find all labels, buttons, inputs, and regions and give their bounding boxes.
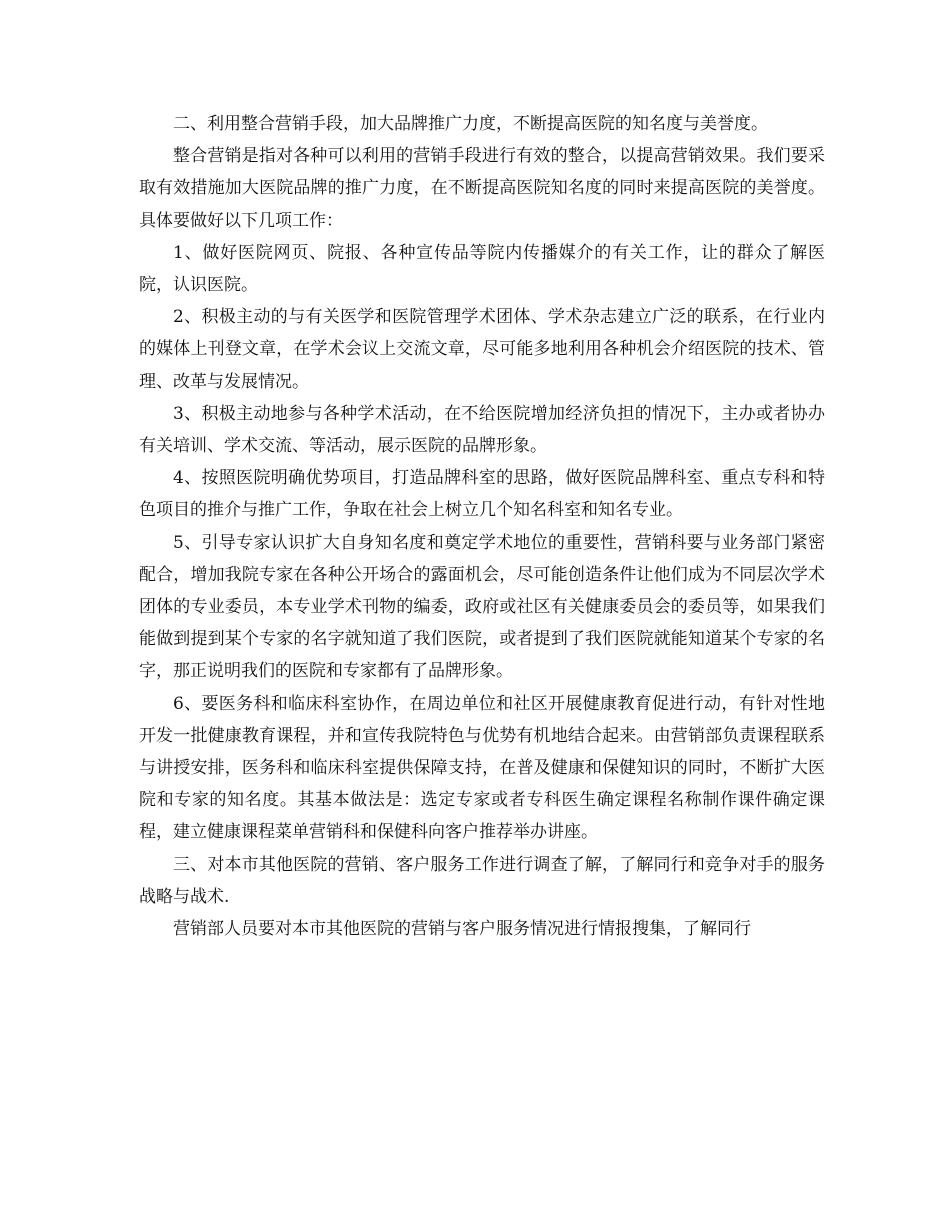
list-item-1-website-media: 1、做好医院网页、院报、各种宣传品等院内传播媒介的有关工作，让的群众了解医院，认识医院。 (139, 242, 825, 296)
list-item-4-brand-departments: 4、按照医院明确优势项目，打造品牌科室的思路，做好医院品牌科室、重点专科和特色项目的推介与推广工作，争取在社会上树立几个知名科室和知名专业。 (139, 468, 825, 521)
document-body (139, 108, 825, 945)
paragraph-intelligence-gathering: 营销部人员要对本市其他医院的营销与客户服务情况进行情报搜集，了解同行 (173, 919, 751, 940)
list-item-6-health-education: 6、要医务科和临床科室协作，在周边单位和社区开展健康教育促进行动，有针对性地开发一批健康教育课程，并和宣传我院特色与优势有机地结合起来。由营销部负责课程联系与讲授安排，医务科和临床科室提供保障支持，在普及健康和保健知识的同时，不断扩大医院和专家的知名度。其基本做法是：选定专家或者专科医生确定课程名称制作课件确定课程，建立健康课程菜单营销科和保健科向客户推荐举办讲座。 (139, 693, 825, 843)
list-item-3-academic-activities: 3、积极主动地参与各种学术活动，在不给医院增加经济负担的情况下，主办或者协办有关培训、学术交流、等活动，展示医院的品牌形象。 (139, 403, 825, 457)
list-item-5-expert-reputation: 5、引导专家认识扩大自身知名度和奠定学术地位的重要性，营销科要与业务部门紧密配合，增加我院专家在各种公开场合的露面机会，尽可能创造条件让他们成为不同层次学术团体的专业委员，本专业学术刊物的编委，政府或社区有关健康委员会的委员等，如果我们能做到提到某个专家的名字就知道了我们医院，或者提到了我们医院就能知道某个专家的名字，那正说明我们的医院和专家都有了品牌形象。 (139, 532, 825, 682)
section-heading-competitor-research: 三、对本市其他医院的营销、客户服务工作进行调查了解，了解同行和竞争对手的服务战略与战术. (139, 854, 825, 907)
section-heading-brand-promotion: 二、利用整合营销手段，加大品牌推广力度，不断提高医院的知名度与美誉度。 (173, 114, 768, 134)
list-item-2-academic-contacts: 2、积极主动的与有关医学和医院管理学术团体、学术杂志建立广泛的联系，在行业内的媒体上刊登文章，在学术会议上交流文章，尽可能多地利用各种机会介绍医院的技术、管理、改革与发展情况。 (139, 307, 825, 392)
paragraph-integrated-marketing: 整合营销是指对各种可以利用的营销手段进行有效的整合，以提高营销效果。我们要采取有效措施加大医院品牌的推广力度，在不断提高医院知名度的同时来提高医院的美誉度。具体要做好以下几项工作： (139, 146, 825, 231)
